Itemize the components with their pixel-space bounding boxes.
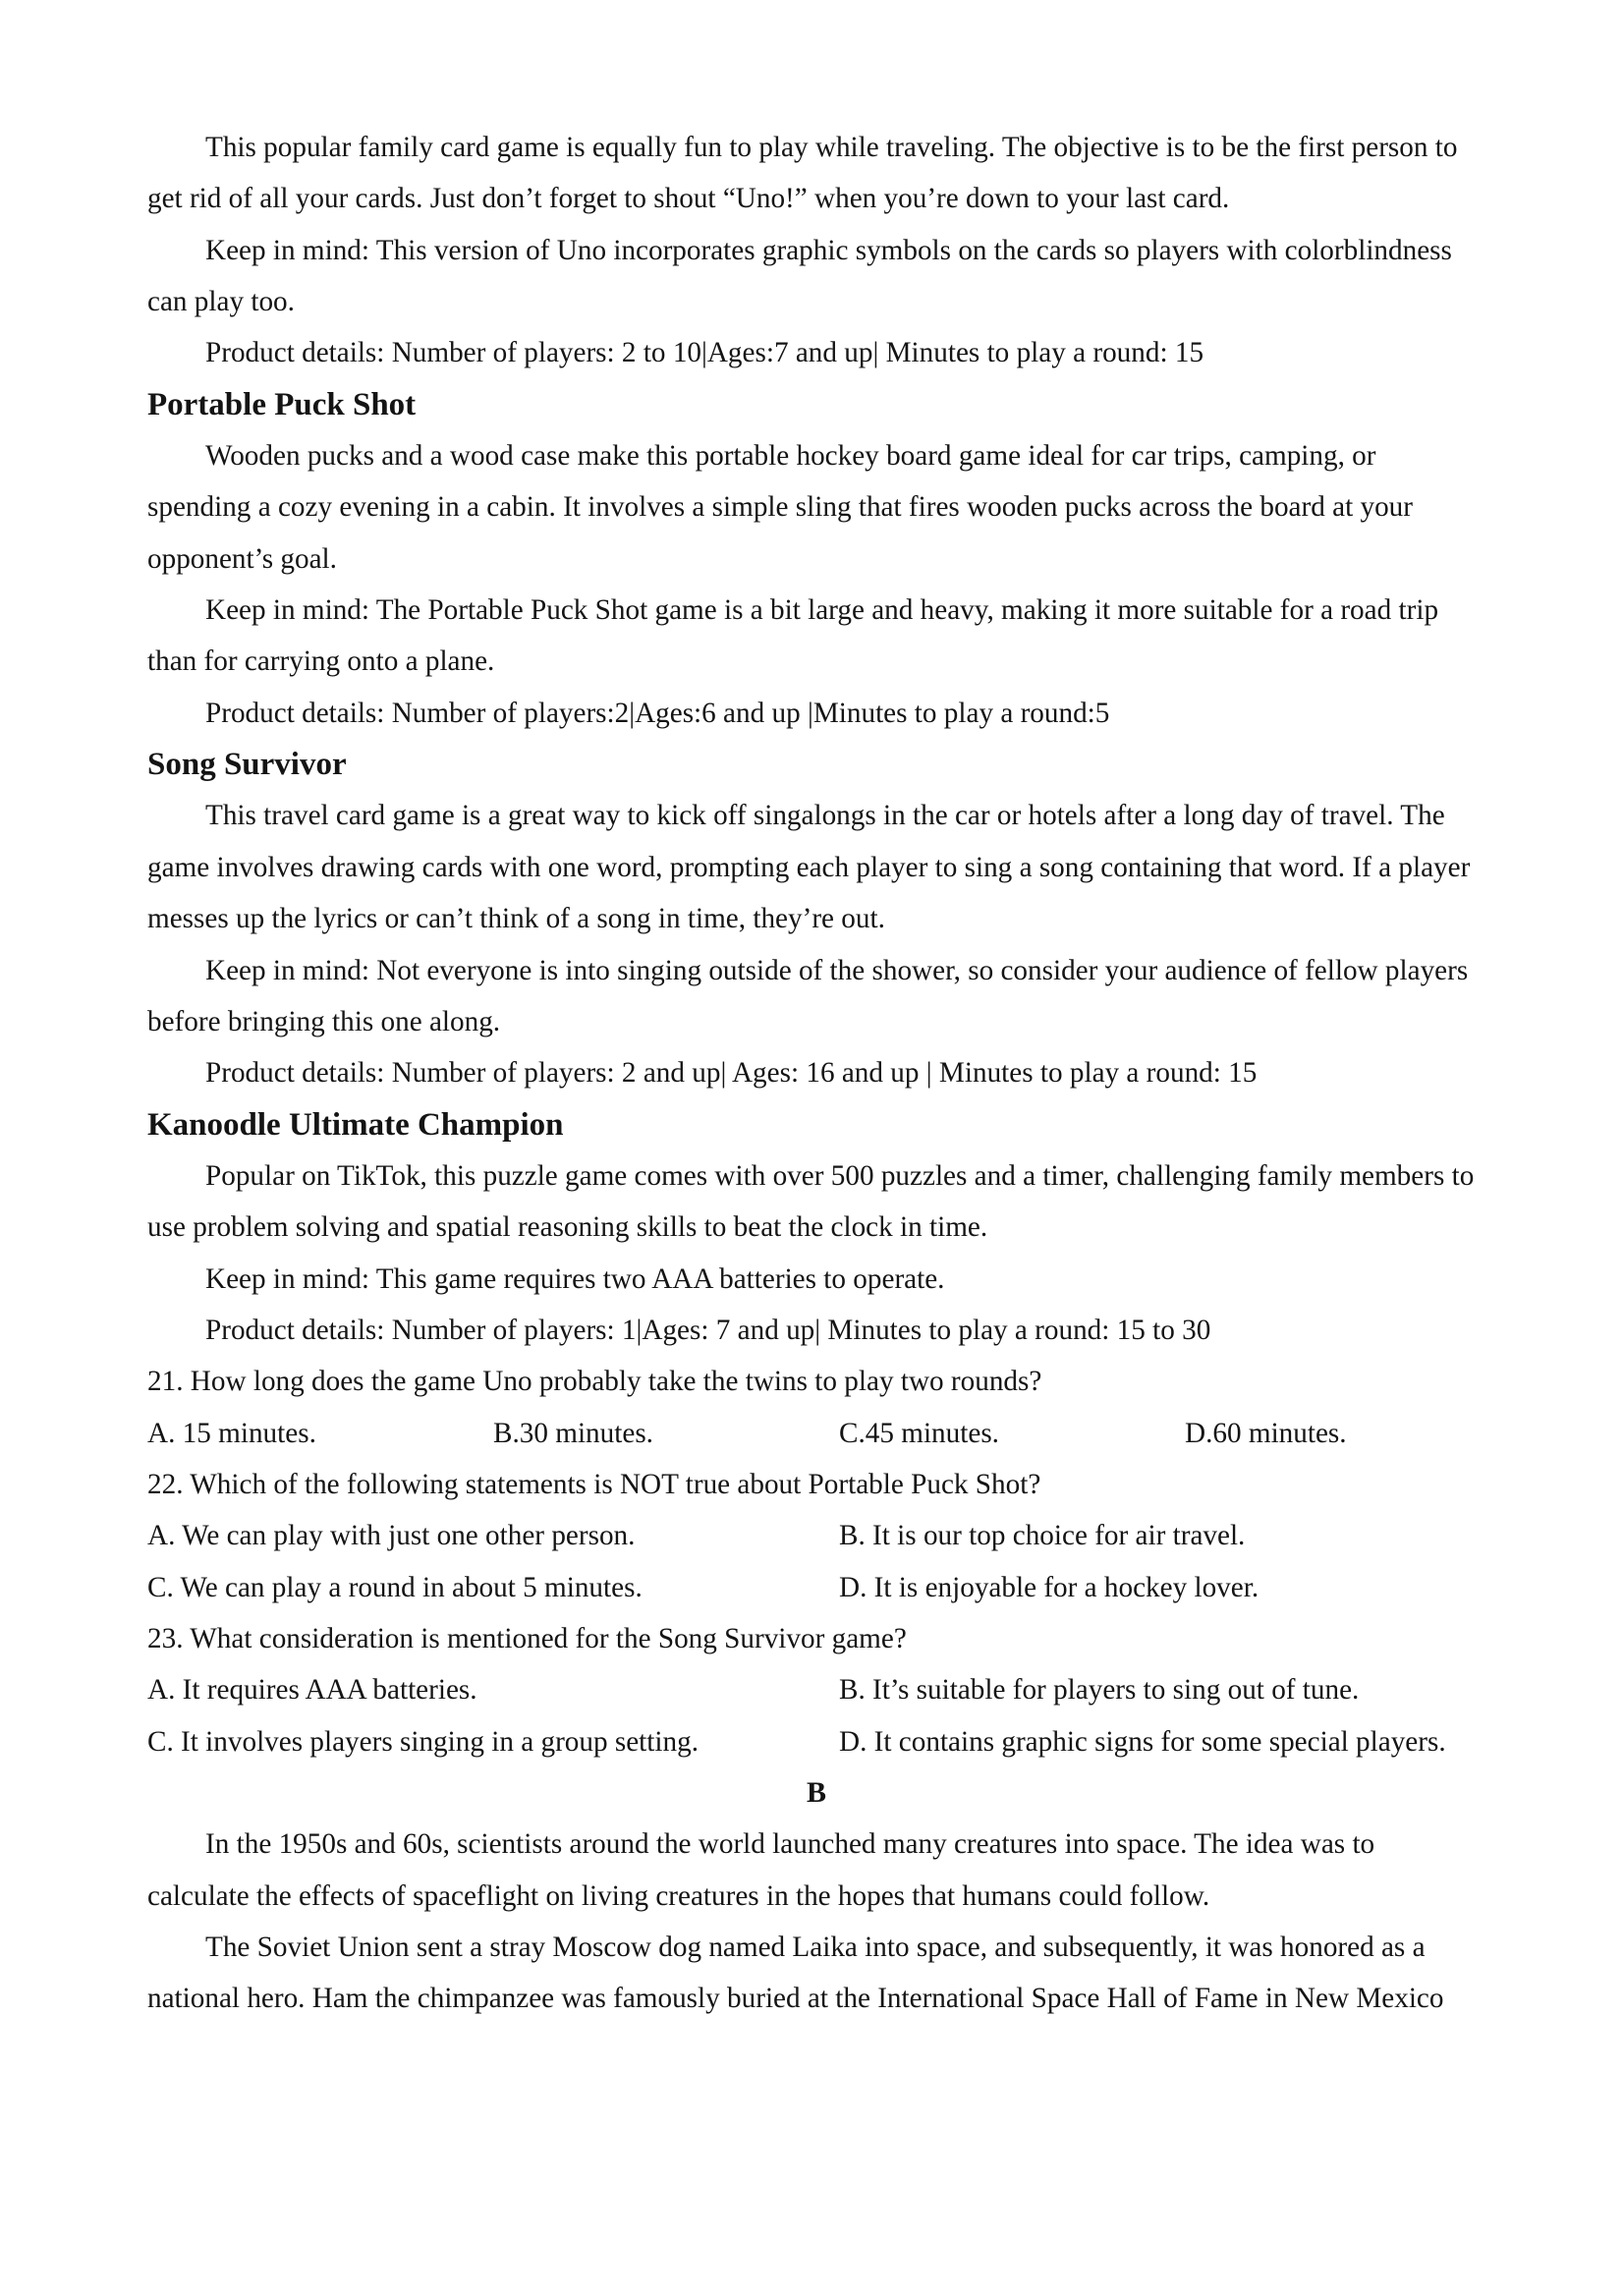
options-row bbox=[147, 1562, 1485, 1613]
answer-option: A. It requires AAA batteries. bbox=[147, 1674, 477, 1707]
answer-option: B.30 minutes. bbox=[493, 1417, 653, 1449]
paragraph-line: Keep in mind: Not everyone is into singing outside of the shower, so consider your audience of fellow players bbox=[205, 954, 1469, 986]
paragraph-line: Keep in mind: This game requires two AAA batteries to operate. bbox=[205, 1262, 945, 1295]
answer-option: D.60 minutes. bbox=[1185, 1417, 1347, 1449]
paragraph-line: Keep in mind: This version of Uno incorporates graphic symbols on the cards so players with colorblindness bbox=[205, 234, 1452, 266]
options-row bbox=[147, 1408, 1485, 1459]
paragraph-line: calculate the effects of spaceflight on living creatures in the hopes that humans could follow. bbox=[147, 1879, 1210, 1912]
product-details-paragraph bbox=[147, 1305, 1485, 1356]
answer-option: D. It is enjoyable for a hockey lover. bbox=[839, 1571, 1259, 1603]
keep-in-mind-paragraph bbox=[147, 585, 1485, 688]
paragraph-line: before bringing this one along. bbox=[147, 1005, 501, 1037]
answer-option: C. We can play a round in about 5 minutes. bbox=[147, 1571, 643, 1603]
paragraph bbox=[147, 1150, 1485, 1254]
paragraph bbox=[147, 122, 1485, 225]
product-section bbox=[147, 379, 1485, 739]
keep-in-mind-paragraph bbox=[147, 945, 1485, 1048]
product-section bbox=[147, 1099, 1485, 1357]
product-details-paragraph bbox=[147, 688, 1485, 739]
product-heading: Song Survivor bbox=[147, 747, 347, 783]
answer-option: C.45 minutes. bbox=[839, 1417, 999, 1449]
paragraph-line: can play too. bbox=[147, 286, 295, 318]
answer-option: C. It involves players singing in a group setting. bbox=[147, 1725, 699, 1758]
section-heading: B bbox=[806, 1776, 826, 1809]
answer-option: D. It contains graphic signs for some special players. bbox=[839, 1725, 1446, 1758]
paragraph-line: spending a cozy evening in a cabin. It involves a simple sling that fires wooden pucks across the board at your bbox=[147, 491, 1413, 524]
product-section bbox=[147, 739, 1485, 1098]
question bbox=[147, 1356, 1485, 1459]
page-content bbox=[147, 122, 1485, 2025]
paragraph-line: get rid of all your cards. Just don’t forget to shout “Uno!” when you’re down to your last card. bbox=[147, 183, 1230, 215]
paragraph-line: This travel card game is a great way to kick off singalongs in the car or hotels after a long day of travel. The bbox=[205, 800, 1445, 832]
paragraph bbox=[147, 790, 1485, 944]
keep-in-mind-paragraph bbox=[147, 1254, 1485, 1305]
answer-option: B. It is our top choice for air travel. bbox=[839, 1520, 1246, 1552]
paragraph-line: This popular family card game is equally fun to play while traveling. The objective is to be the first person to bbox=[205, 132, 1458, 163]
paragraph-line: national hero. Ham the chimpanzee was famously buried at the International Space Hall of Fame in New Mexico bbox=[147, 1983, 1444, 2015]
paragraph-line: Product details: Number of players: 2 to 10|Ages:7 and up| Minutes to play a round: 15 bbox=[205, 337, 1204, 369]
paragraph-line: opponent’s goal. bbox=[147, 542, 337, 575]
paragraph bbox=[147, 1819, 1485, 1922]
paragraph-line: Popular on TikTok, this puzzle game comes with over 500 puzzles and a timer, challenging family members to bbox=[205, 1159, 1475, 1192]
paragraph-line: game involves drawing cards with one word, prompting each player to sing a song containing that word. If a player bbox=[147, 851, 1471, 883]
paragraph-line: messes up the lyrics or can’t think of a song in time, they’re out. bbox=[147, 903, 885, 935]
options-row bbox=[147, 1510, 1485, 1561]
options-row bbox=[147, 1716, 1485, 1767]
question-stem: 23. What consideration is mentioned for the Song Survivor game? bbox=[147, 1622, 907, 1654]
paragraph-line: than for carrying onto a plane. bbox=[147, 645, 495, 678]
question bbox=[147, 1613, 1485, 1767]
paragraph-line: Product details: Number of players: 1|Ages: 7 and up| Minutes to play a round: 15 to 30 bbox=[205, 1314, 1211, 1346]
options-row bbox=[147, 1664, 1485, 1715]
answer-option: B. It’s suitable for players to sing out of tune. bbox=[839, 1674, 1360, 1707]
paragraph-line: The Soviet Union sent a stray Moscow dog named Laika into space, and subsequently, it was honored as a bbox=[205, 1932, 1426, 1964]
answer-option: A. We can play with just one other person. bbox=[147, 1520, 636, 1552]
question bbox=[147, 1459, 1485, 1613]
product-details-paragraph bbox=[147, 327, 1485, 378]
answer-option: A. 15 minutes. bbox=[147, 1417, 316, 1449]
paragraph-line: In the 1950s and 60s, scientists around the world launched many creatures into space. The idea was to bbox=[205, 1828, 1375, 1861]
passage-b bbox=[147, 1767, 1485, 2025]
paragraph bbox=[147, 1922, 1485, 2025]
product-details-paragraph bbox=[147, 1047, 1485, 1098]
keep-in-mind-paragraph bbox=[147, 225, 1485, 328]
paragraph bbox=[147, 430, 1485, 585]
paragraph-line: Wooden pucks and a wood case make this portable hockey board game ideal for car trips, camping, or bbox=[205, 440, 1376, 473]
paragraph-line: Product details: Number of players: 2 and up| Ages: 16 and up | Minutes to play a round: 15 bbox=[205, 1057, 1258, 1090]
uno-section bbox=[147, 122, 1485, 379]
question-stem: 22. Which of the following statements is NOT true about Portable Puck Shot? bbox=[147, 1468, 1041, 1500]
product-heading: Portable Puck Shot bbox=[147, 386, 417, 422]
question-stem: 21. How long does the game Uno probably take the twins to play two rounds? bbox=[147, 1366, 1042, 1398]
product-heading: Kanoodle Ultimate Champion bbox=[147, 1106, 564, 1143]
paragraph-line: Product details: Number of players:2|Ages:6 and up |Minutes to play a round:5 bbox=[205, 697, 1110, 729]
paragraph-line: Keep in mind: The Portable Puck Shot game is a bit large and heavy, making it more suitable for a road trip bbox=[205, 594, 1439, 627]
paragraph-line: use problem solving and spatial reasoning skills to beat the clock in time. bbox=[147, 1211, 988, 1244]
